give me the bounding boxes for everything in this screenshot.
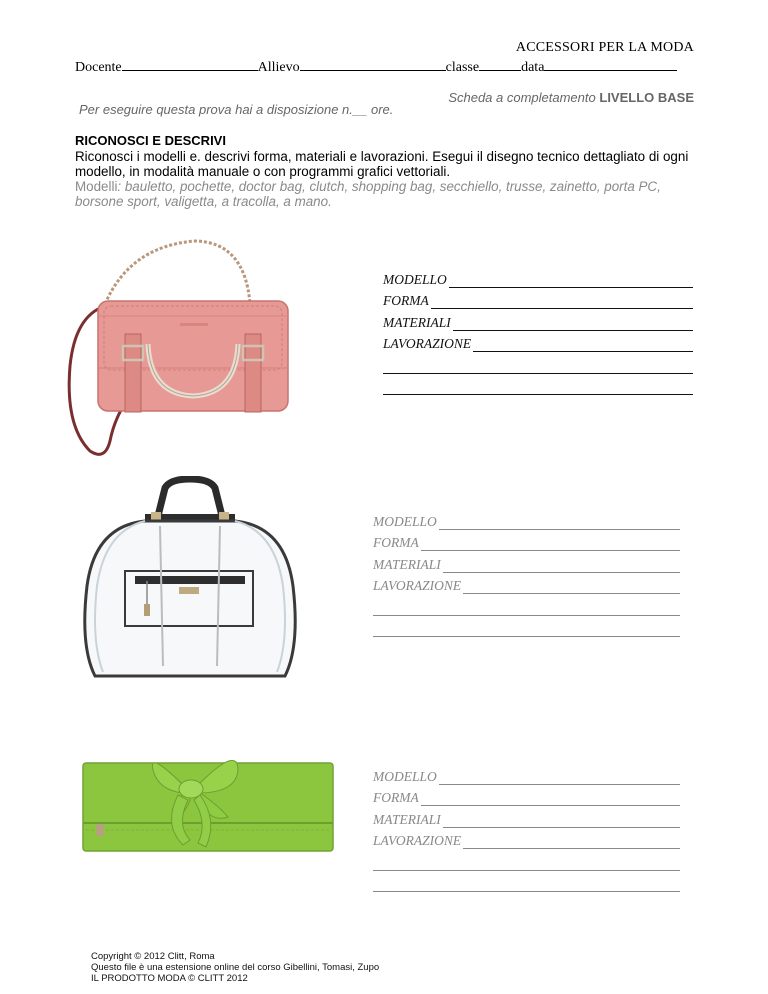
notes-line[interactable] — [373, 856, 680, 871]
footer — [91, 951, 379, 984]
docente-field[interactable] — [122, 58, 258, 71]
classe-field[interactable] — [479, 58, 521, 71]
form-block-1 — [383, 266, 693, 395]
footer-product: IL PRODOTTO MODA © CLITT 2012 — [91, 973, 248, 984]
models-label: Modelli — [75, 179, 118, 194]
forma-field[interactable] — [431, 294, 693, 309]
tempo-line: Per eseguire questa prova hai a disposizione n.__ ore. — [79, 102, 394, 117]
forma-label: FORMA — [373, 535, 419, 550]
form-block-3 — [373, 763, 680, 892]
lavorazione-field[interactable] — [463, 579, 680, 594]
data-field[interactable] — [544, 58, 677, 71]
materiali-field[interactable] — [443, 813, 680, 828]
footer-copyright: Copyright © 2012 Clitt, Roma — [91, 951, 215, 962]
scheda-level: LIVELLO BASE — [599, 90, 694, 105]
scheda-text: Scheda a completamento — [448, 90, 596, 105]
materiali-field[interactable] — [453, 316, 693, 331]
footer-note: Questo file è una estensione online del corso Gibellini, Tomasi, Zupo — [91, 962, 380, 973]
clear-bag-image — [75, 476, 305, 681]
forma-label: FORMA — [373, 790, 419, 805]
green-clutch-image — [78, 745, 338, 860]
materiali-field[interactable] — [443, 558, 680, 573]
modello-label: MODELLO — [373, 768, 437, 784]
materiali-label: MATERIALI — [373, 811, 441, 827]
allievo-label: Allievo — [257, 60, 300, 75]
header-fields — [75, 58, 677, 76]
modello-label: MODELLO — [383, 271, 447, 287]
form-block-2 — [373, 508, 680, 637]
modello-field[interactable] — [449, 273, 693, 288]
data-label: data — [521, 60, 545, 75]
materiali-label: MATERIALI — [373, 556, 441, 572]
lavorazione-field[interactable] — [473, 337, 693, 352]
modello-field[interactable] — [439, 515, 680, 530]
notes-line[interactable] — [373, 601, 680, 616]
header-title: ACCESSORI PER LA MODA — [515, 40, 694, 55]
classe-label: classe — [445, 60, 480, 75]
forma-field[interactable] — [421, 536, 680, 551]
notes-line[interactable] — [383, 359, 693, 374]
models-list-text: : bauletto, pochette, doctor bag, clutch, shopping bag, secchiello, trusse, zainetto, porta PC, borsone sport, valigetta, a tracolla, a mano. — [75, 179, 661, 209]
materiali-label: MATERIALI — [383, 314, 451, 330]
notes-line[interactable] — [383, 380, 693, 395]
notes-line[interactable] — [373, 622, 680, 637]
docente-label: Docente — [75, 60, 122, 75]
models-list — [75, 179, 695, 209]
notes-line[interactable] — [373, 877, 680, 892]
section-title: RICONOSCI E DESCRIVI — [75, 133, 226, 148]
lavorazione-field[interactable] — [463, 834, 680, 849]
lavorazione-label: LAVORAZIONE — [383, 336, 472, 351]
instructions-text: Riconosci i modelli e. descrivi forma, materiali e lavorazioni. Esegui il disegno tecnico dettagliato di ogni modello, in modalità manuale o con programmi grafici vettoriali. — [75, 149, 689, 179]
modello-field[interactable] — [439, 770, 680, 785]
modello-label: MODELLO — [373, 513, 437, 529]
lavorazione-label: LAVORAZIONE — [373, 578, 462, 593]
scheda-line — [448, 90, 694, 105]
lavorazione-label: LAVORAZIONE — [373, 833, 462, 848]
allievo-field[interactable] — [300, 58, 446, 71]
pink-clutch-image — [60, 236, 330, 461]
forma-field[interactable] — [421, 791, 680, 806]
forma-label: FORMA — [383, 293, 429, 308]
